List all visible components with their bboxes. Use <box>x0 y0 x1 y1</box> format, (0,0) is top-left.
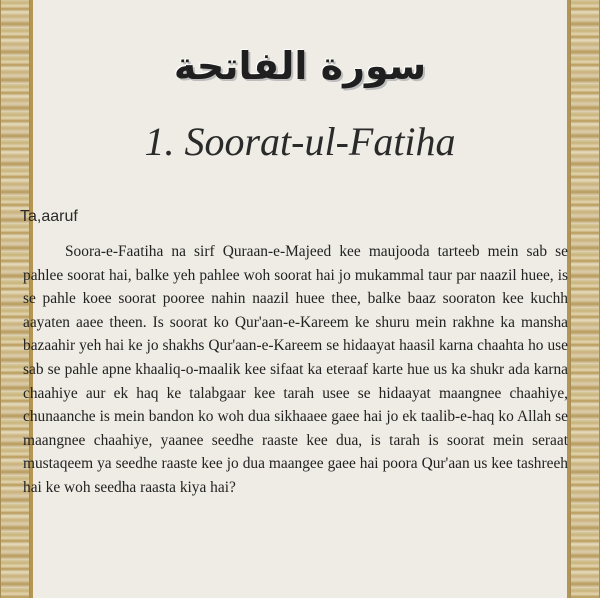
section-heading: Ta,aaruf <box>20 208 78 225</box>
arabic-surah-title: سورة الفاتحة <box>173 44 427 88</box>
ornamental-border-right <box>570 0 600 598</box>
chapter-title: 1. Soorat-ul-Fatiha <box>144 119 456 164</box>
body-paragraph: Soora-e-Faatiha na sirf Quraan-e-Majeed kee maujooda tarteeb mein sab se pahlee soorat hai, balke yeh pahlee woh soorat hai jo mukammal taur par naazil huee, is se pahle koee soorat pooree nahin naazil huee thee, balke baaz sooraton kee kuchh aayaten aaee theen. Is soorat ko Qur'aan-e-Kareem ke shuru mein rakhne ka mansha bazaahir yeh hai ke jo shakhs Qur'aan-e-Kareem se hidaayat haasil karna chaahta ho use sab se pahle apne khaaliq-o-maalik kee sifaat ka eteraaf karte hue us ka shukr ada karna chaahiye aur ek haq ke talabgaar kee tarah usee se hidaayat maangnee chaahiye, chunaanche is mein bandon ko woh dua sikhaaee gaee hai jo ek taalib-e-haq ko Allah se maangnee chaahiye, yaanee seedhe raaste kee dua, is tarah is soorat mein seraat mustaqeem ya seedhe raaste kee jo dua maangee gaee hai poora Qur'aan us kee tashreeh hai ke woh seedha raasta kiya hai? <box>23 243 568 496</box>
